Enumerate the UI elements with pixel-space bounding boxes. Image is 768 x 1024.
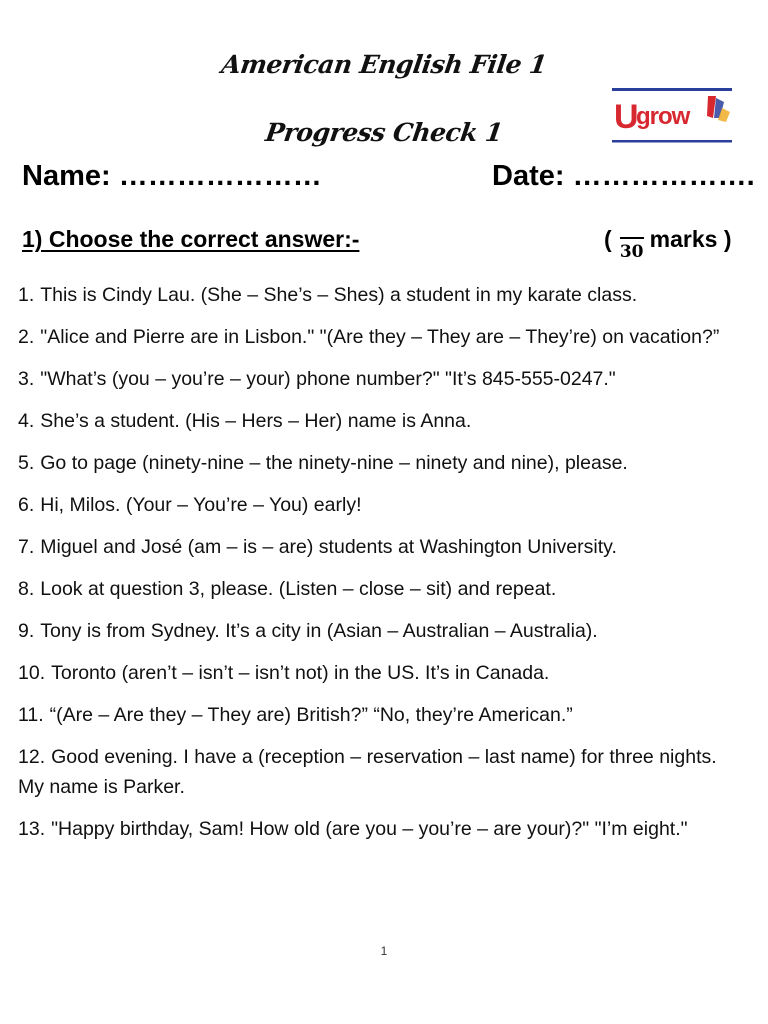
question-text: Tony is from Sydney. It’s a city in (Asian – Australian – Australia). [40,620,598,642]
question-item [18,322,748,352]
question-item [18,742,748,802]
question-item [18,616,748,646]
section-title: 1) Choose the correct answer:- [22,226,360,252]
svg-text:grow: grow [636,103,690,130]
question-text: Miguel and José (am – is – are) students at Washington University. [40,536,617,558]
marks-open-paren: ( [604,226,612,252]
question-list [18,280,748,856]
marks-denominator: 30 [619,242,644,262]
question-item [18,364,748,394]
question-number: 11. [18,704,44,726]
ugrow-logo [612,88,732,146]
date-blank[interactable]: ………………. [572,160,755,192]
marks-score [604,224,732,261]
question-item [18,700,748,730]
fraction-bar [620,237,644,239]
question-number: 12. [18,746,46,768]
question-text: Toronto (aren’t – isn’t – isn’t not) in the US. It’s in Canada. [51,662,550,684]
question-number: 10. [18,662,46,684]
marks-label: marks ) [649,226,732,252]
question-text: "What’s (you – you’re – your) phone number?" "It’s 845-555-0247." [40,368,616,390]
section-header [22,224,748,264]
question-item [18,658,748,688]
question-number: 5. [18,452,35,474]
question-item [18,280,748,310]
question-number: 1. [18,284,35,306]
question-number: 7. [18,536,35,558]
name-blank[interactable]: ………………… [118,160,322,192]
document-title: American English File 1 [219,50,549,79]
name-label: Name: [22,160,111,192]
question-item [18,406,748,436]
question-number: 6. [18,494,35,516]
marks-fraction [620,224,644,261]
question-text: She’s a student. (His – Hers – Her) name is Anna. [40,410,472,432]
svg-text:U: U [614,98,639,136]
question-number: 3. [18,368,35,390]
question-item [18,574,748,604]
name-field[interactable] [22,160,322,193]
document-subtitle: Progress Check 1 [263,118,505,147]
date-label: Date: [492,160,565,192]
page-number: 1 [380,944,388,958]
question-number: 8. [18,578,35,600]
question-number: 13. [18,818,46,840]
question-text: "Happy birthday, Sam! How old (are you – you’re – are your)?" "I’m eight." [51,818,688,840]
question-number: 4. [18,410,35,432]
question-item [18,448,748,478]
question-number: 9. [18,620,35,642]
question-item [18,814,748,844]
question-item [18,490,748,520]
question-text: This is Cindy Lau. (She – She’s – Shes) a student in my karate class. [40,284,638,306]
question-item [18,532,748,562]
question-number: 2. [18,326,35,348]
question-text: “(Are – Are they – They are) British?” “No, they’re American.” [49,704,573,726]
question-text: Hi, Milos. (Your – You’re – You) early! [40,494,362,516]
date-field[interactable] [492,160,755,193]
question-text: Good evening. I have a (reception – reservation – last name) for three nights. My name is Parker. [18,746,717,798]
question-text: Go to page (ninety-nine – the ninety-nine – ninety and nine), please. [40,452,628,474]
question-text: "Alice and Pierre are in Lisbon." "(Are they – They are – They’re) on vacation?” [40,326,720,348]
question-text: Look at question 3, please. (Listen – close – sit) and repeat. [40,578,557,600]
